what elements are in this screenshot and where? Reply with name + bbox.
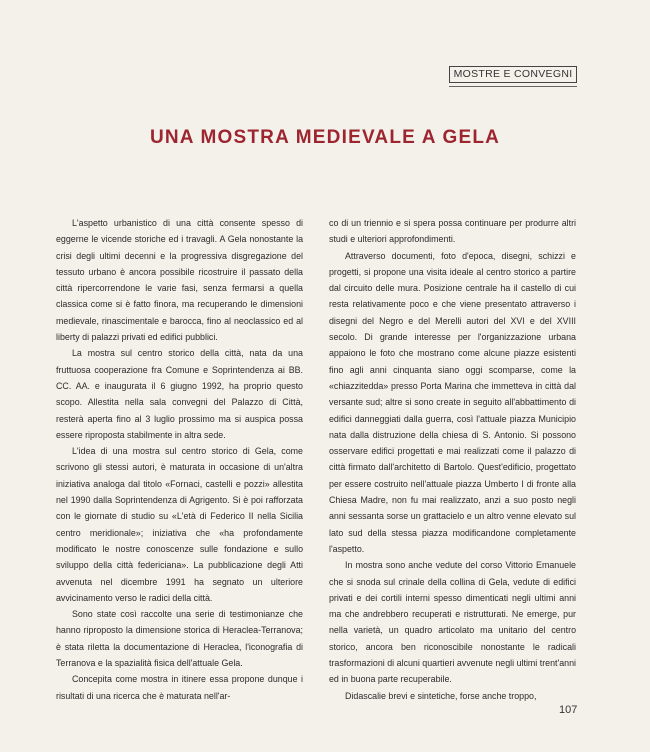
paragraph: L'aspetto urbanistico di una città consente spesso di eggerne le vicende storiche ed i travagli. A Gela nonostante la crisi degli ultimi decenni e la progressiva disgregazione del tessuto urbano è ancora possibile ricostruire il passato della città ripercorrendone le varie fasi, senza fermarsi a quella classica come si è fatto finora, ma recuperando le dimensioni medievale, rinascimentale e barocca, fino al neoclassico ed al liberty di palazzi privati ed edifici pubblici. — [56, 218, 303, 343]
page-number: 107 — [559, 704, 578, 716]
article-title: UNA MOSTRA MEDIEVALE A GELA — [149, 126, 501, 148]
paragraph: Concepita come mostra in itinere essa propone dunque i risultati di una ricerca che è maturata nell'ar- — [56, 674, 303, 701]
paragraph: Didascalie brevi e sintetiche, forse anche troppo, — [345, 690, 537, 701]
paragraph: Attraverso documenti, foto d'epoca, disegni, schizzi e progetti, si propone una visita ideale al centro storico a partire dal circuito delle mura. Posizione centrale ha il castello di cui resta relativamente poco e che viene presentato attraverso i disegni del Negro e del Merelli autori del XVI e del XVIII secolo. Di grande interesse per l'organizzazione urbana appaiono le foto che mostrano come alcune piazze esistenti fino agli anni cinquanta siano oggi scomparse, come la «chiazzitedda» presso Porta Marina che immetteva in città dal versante sud; altre si sono create in seguito all'abbattimento di edifici danneggiati dalla guerra, così l'attuale piazza Municipio nata dalla distruzione della chiesa di S. Antonio. Si possono osservare edifici progettati e mai realizzati come il palazzo di città firmato dall'architetto di Bartolo. Quest'edificio, progettato per essere costruito nell'attuale piazza Umberto I di fronte alla Chiesa Madre, non fu mai realizzato, anzi a suo posto negli anni sessanta sorse un grattacielo e un altro venne elevato sul lato sud della stessa piazza modificandone completamente l'aspetto. — [329, 250, 576, 554]
paragraph: Sono state così raccolte una serie di testimonianze che hanno riproposto la dimensione storica di Heraclea-Terranova; è stata riletta la documentazione di Heraclea, l'iconografia di Terranova e la spazialità fisica dell'attuale Gela. — [56, 609, 303, 669]
right-column — [329, 215, 576, 704]
left-column — [56, 215, 303, 704]
paragraph: In mostra sono anche vedute del corso Vittorio Emanuele che si snoda sul crinale della collina di Gela, vedute di edifici privati e dei cortili interni spesso dimenticati negli ultimi anni ma che andrebbero recuperati e ristrutturati. Ne emerge, pur nella varietà, un quadro articolato ma unitario del centro storico, ancora ben riconoscibile nonostante le radicali trasformazioni di alcuni quartieri avvenute negli ultimi trent'anni ed in buona parte recuperabile. — [329, 560, 576, 685]
paragraph: co di un triennio e si spera possa continuare per produrre altri studi e ulteriori approfondimenti. — [329, 218, 576, 245]
paragraph: L'idea di una mostra sul centro storico di Gela, come scrivono gli stessi autori, è maturata in occasione di un'altra iniziativa analoga dal titolo «Fornaci, castelli e pozzi» allestita nel 1990 dalla Soprintendenza di Agrigento. Si è poi rafforzata con le giornate di studio su «L'età di Federico II nella Sicilia centro meridionale»; iniziativa che «ha profondamente modificato le nostre conoscenze sulle fondazione e sullo sviluppo della città federiciana». La pubblicazione degli Atti avvenuta nel dicembre 1991 ha segnato un ulteriore avvicinamento verso le radici della città. — [56, 446, 303, 603]
paragraph: La mostra sul centro storico della città, nata da una fruttuosa cooperazione fra Comune e Soprintendenza ai BB. CC. AA. e inaugurata il 6 giugno 1992, ha proprio questo scopo. Allestita nella sala convegni del Palazzo di Città, resterà aperta fino al 3 luglio prossimo ma si auspica possa essere riproposta stabilmente in altra sede. — [56, 348, 303, 440]
section-label: MOSTRE E CONVEGNI — [449, 66, 577, 83]
section-label-underline — [449, 86, 577, 87]
